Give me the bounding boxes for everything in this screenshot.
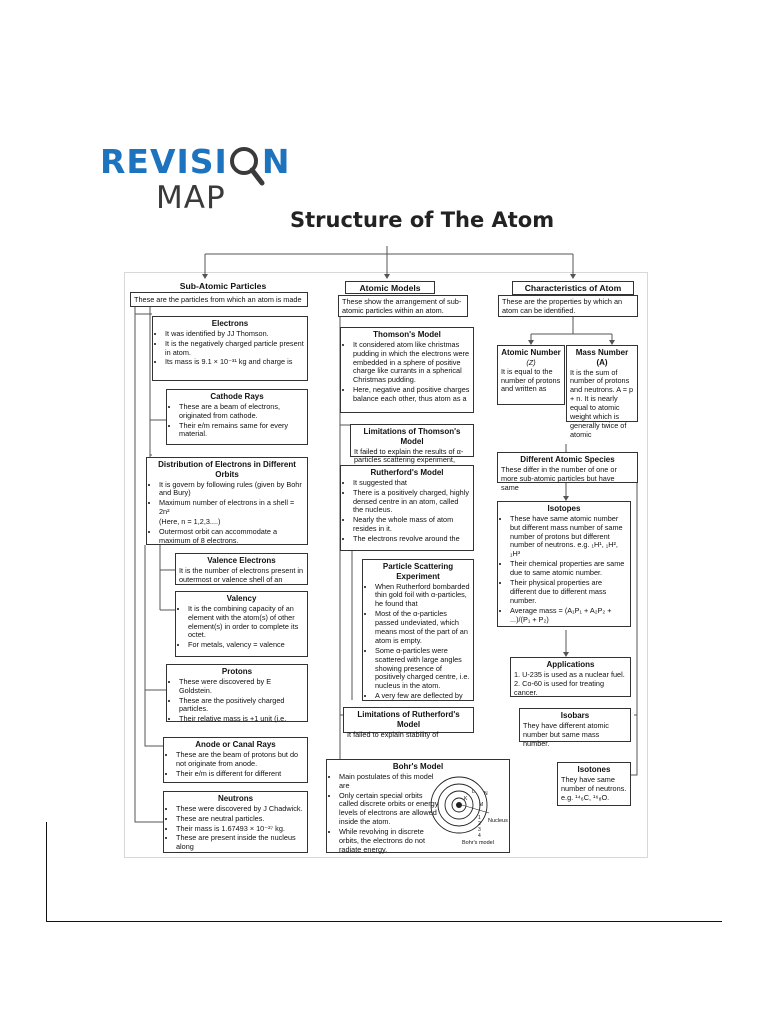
bohr-shell-L: L bbox=[472, 789, 475, 795]
bohr-atom-diagram bbox=[427, 773, 507, 849]
mass-number-text: It is the sum of number of protons and neutrons. A = p + n. It is nearly equal to atomic weight which is generally twice of atomic bbox=[570, 367, 634, 439]
footer-vertical-rule bbox=[46, 822, 47, 922]
list-item: • There is a positively charged, highly densed centre in an atom, called the nucleus. bbox=[353, 489, 470, 516]
electrons-box bbox=[152, 316, 308, 381]
list-item: • The electrons revolve around the bbox=[353, 535, 470, 544]
species-title: Different Atomic Species bbox=[520, 455, 615, 464]
lim-rutherford-box bbox=[343, 707, 474, 739]
applications-title: Applications bbox=[546, 660, 595, 669]
list-item: • It is the negatively charged particle present in atom. bbox=[165, 340, 304, 358]
characteristics-header: Characteristics of Atom bbox=[512, 281, 634, 295]
sub-atomic-desc: These are the particles from which an atom is made bbox=[130, 292, 308, 307]
bohr-shell-M: M bbox=[479, 802, 484, 808]
thomson-box bbox=[340, 327, 474, 413]
footer-horizontal-rule bbox=[46, 921, 722, 922]
list-item: • It considered atom like christmas pudding in which the electrons were embedded in a sphere of positive charge like currants in a spherical Christmas pudding. bbox=[353, 341, 470, 385]
species-text: These differ in the number of one or more sub-atomic particles but have same bbox=[501, 464, 617, 492]
isotones-title: Isotones bbox=[577, 765, 611, 774]
bohr-shell-K: K bbox=[464, 796, 468, 802]
list-item: • Outermost orbit can accommodate a maximum of 8 electrons. bbox=[159, 528, 304, 546]
mass-number-box bbox=[566, 345, 638, 439]
logo-word-revision: REVISI bbox=[100, 142, 228, 181]
bohr-shell-N: N bbox=[484, 791, 488, 797]
valence-text: It is the number of electrons present in outermost or valence shell of an bbox=[179, 565, 304, 584]
list-item: • It was identified by JJ Thomson. bbox=[165, 330, 304, 339]
atomic-number-title: Atomic Number bbox=[501, 348, 561, 357]
list-item: • These are neutral particles. bbox=[176, 815, 304, 824]
atomic-number-text: It is equal to the number of protons and written as bbox=[501, 366, 561, 394]
neutrons-box bbox=[163, 791, 308, 853]
anode-title: Anode or Canal Rays bbox=[195, 740, 276, 749]
distribution-title: Distribution of Electrons in Different Orbits bbox=[158, 460, 296, 479]
thomson-title: Thomson's Model bbox=[373, 330, 441, 339]
list-item: • These are the positively charged particles. bbox=[179, 697, 304, 715]
sub-atomic-header: Sub-Atomic Particles bbox=[179, 281, 267, 291]
list-item: • Only certain special orbits called discrete orbits or energy levels of electrons are allowed inside the atom. bbox=[339, 792, 443, 828]
lim-thomson-text: It failed to explain the results of α-particles scattering experiment, bbox=[354, 446, 464, 465]
rutherford-box bbox=[340, 465, 474, 551]
valence-box bbox=[175, 553, 308, 585]
isotopes-box bbox=[497, 501, 631, 627]
list-item: • Nearly the whole mass of atom resides in it. bbox=[353, 516, 470, 534]
list-item: • It suggested that bbox=[353, 479, 470, 488]
list-item: • It is the combining capacity of an element with the atom(s) of other element(s) in order to complete its octet. bbox=[188, 605, 304, 641]
list-item: • These were discovered by E Goldstein. bbox=[179, 678, 304, 696]
list-item: • Its mass is 9.1 × 10⁻³¹ kg and charge is bbox=[165, 358, 304, 367]
isobars-title: Isobars bbox=[560, 711, 590, 720]
list-item: • It is govern by following rules (given by Bohr and Bury) bbox=[159, 481, 304, 499]
lim-thomson-title: Limitations of Thomson's Model bbox=[363, 427, 461, 446]
bohr-nucleus-label: Nucleus bbox=[488, 818, 508, 824]
isotopes-title: Isotopes bbox=[547, 504, 581, 513]
cathode-title: Cathode Rays bbox=[210, 392, 264, 401]
bohr-num-1: 1 bbox=[478, 815, 481, 821]
isobars-box bbox=[519, 708, 631, 748]
list-item: • These are a beam of electrons, originated from cathode. bbox=[179, 403, 304, 421]
protons-box bbox=[166, 664, 308, 722]
list-item: • These are the beam of protons but do not originate from anode. bbox=[176, 751, 304, 769]
list-item: • For metals, valency = valence bbox=[188, 641, 304, 650]
list-item: • Average mass = (A₁P₁ + A₂P₂ + ...)/(P₁ + P₂) bbox=[510, 607, 627, 625]
page-title: Structure of The Atom bbox=[290, 208, 555, 232]
neutrons-title: Neutrons bbox=[217, 794, 254, 803]
atomic-models-header: Atomic Models bbox=[345, 281, 435, 294]
list-item: • While revolving in discrete orbits, the electrons do not radiate energy. bbox=[339, 828, 443, 855]
bohr-num-4: 4 bbox=[478, 833, 481, 839]
list-item: • Their e/m remains same for every material. bbox=[179, 422, 304, 440]
lim-rutherford-title: Limitations of Rutherford's Model bbox=[357, 710, 460, 729]
bohr-title: Bohr's Model bbox=[392, 762, 444, 771]
scattering-title: Particle Scattering Experiment bbox=[382, 562, 454, 581]
mass-number-title: Mass Number (A) bbox=[575, 348, 629, 367]
valency-title: Valency bbox=[226, 594, 257, 603]
bohr-num-3: 3 bbox=[478, 827, 481, 833]
list-item: • These have same atomic number but different mass number of same number of protons but different number of neutrons. e.g. ₁H¹, ₁H², ₁H³ bbox=[510, 515, 627, 559]
logo-map: MAP bbox=[156, 180, 226, 216]
rutherford-title: Rutherford's Model bbox=[370, 468, 444, 477]
bohr-num-2: 2 bbox=[478, 821, 481, 827]
list-item: 1. U-235 is used as a nuclear fuel. bbox=[514, 669, 625, 679]
list-item: • Maximum number of electrons in a shell = 2n² bbox=[159, 499, 304, 517]
atomic-species-box bbox=[497, 452, 638, 492]
valence-title: Valence Electrons bbox=[207, 556, 276, 565]
lim-rutherford-text: It failed to explain stability of bbox=[347, 729, 439, 739]
list-item: • When Rutherford bombarded thin gold foil with α-particles, he found that bbox=[375, 583, 470, 610]
atomic-models-desc: These show the arrangement of sub-atomic particles within an atom. bbox=[338, 295, 468, 317]
list-item: • These were discovered by J Chadwick. bbox=[176, 805, 304, 814]
isotones-text: They have same number of neutrons. e.g. ¹⁴₆C, ¹⁶₈O. bbox=[561, 774, 627, 802]
list-item: • Their chemical properties are same due to same atomic number. bbox=[510, 560, 627, 578]
list-item: • Their e/m is different for different bbox=[176, 770, 304, 779]
applications-box bbox=[510, 657, 631, 697]
list-item: • Most of the α-particles passed undeviated, which means most of the part of an atom is empty. bbox=[375, 610, 470, 646]
list-item: 2. Co-60 is used for treating cancer. bbox=[514, 678, 605, 697]
list-item: • These are present inside the nucleus along bbox=[176, 834, 304, 852]
list-item: • Their mass is 1.67493 × 10⁻²⁷ kg. bbox=[176, 825, 304, 834]
list-item: • Here, negative and positive charges balance each other, thus atom as a bbox=[353, 386, 470, 404]
atomic-number-box bbox=[497, 345, 565, 405]
isobars-text: They have different atomic number but same mass number. bbox=[523, 720, 609, 748]
valency-box bbox=[175, 591, 308, 657]
protons-title: Protons bbox=[221, 667, 253, 676]
list-item: (Here, n = 1,2,3....) bbox=[159, 517, 221, 527]
list-item: • Some α-particles were scattered with large angles showing presence of positively charged centre, i.e. nucleus in the atom. bbox=[375, 647, 470, 691]
cathode-rays-box bbox=[166, 389, 308, 445]
list-item: • Their physical properties are different due to different mass number. bbox=[510, 579, 627, 606]
electrons-title: Electrons bbox=[211, 319, 249, 328]
lim-thomson-box bbox=[350, 424, 474, 465]
logo-word-tail: N bbox=[261, 142, 291, 181]
list-item: • Their relative mass is +1 unit (i.e. bbox=[179, 715, 304, 724]
atomic-number-symbol: (Z) bbox=[526, 357, 536, 367]
anode-rays-box bbox=[163, 737, 308, 783]
list-item: • Main postulates of this model are bbox=[339, 773, 443, 791]
distribution-box bbox=[146, 457, 308, 545]
isotones-box bbox=[557, 762, 631, 806]
characteristics-desc: These are the properties by which an atom can be identified. bbox=[498, 295, 638, 317]
scattering-box bbox=[362, 559, 474, 701]
bohr-diagram-caption: Bohr's model bbox=[462, 840, 494, 846]
list-item: • A very few are deflected by bbox=[375, 692, 470, 701]
